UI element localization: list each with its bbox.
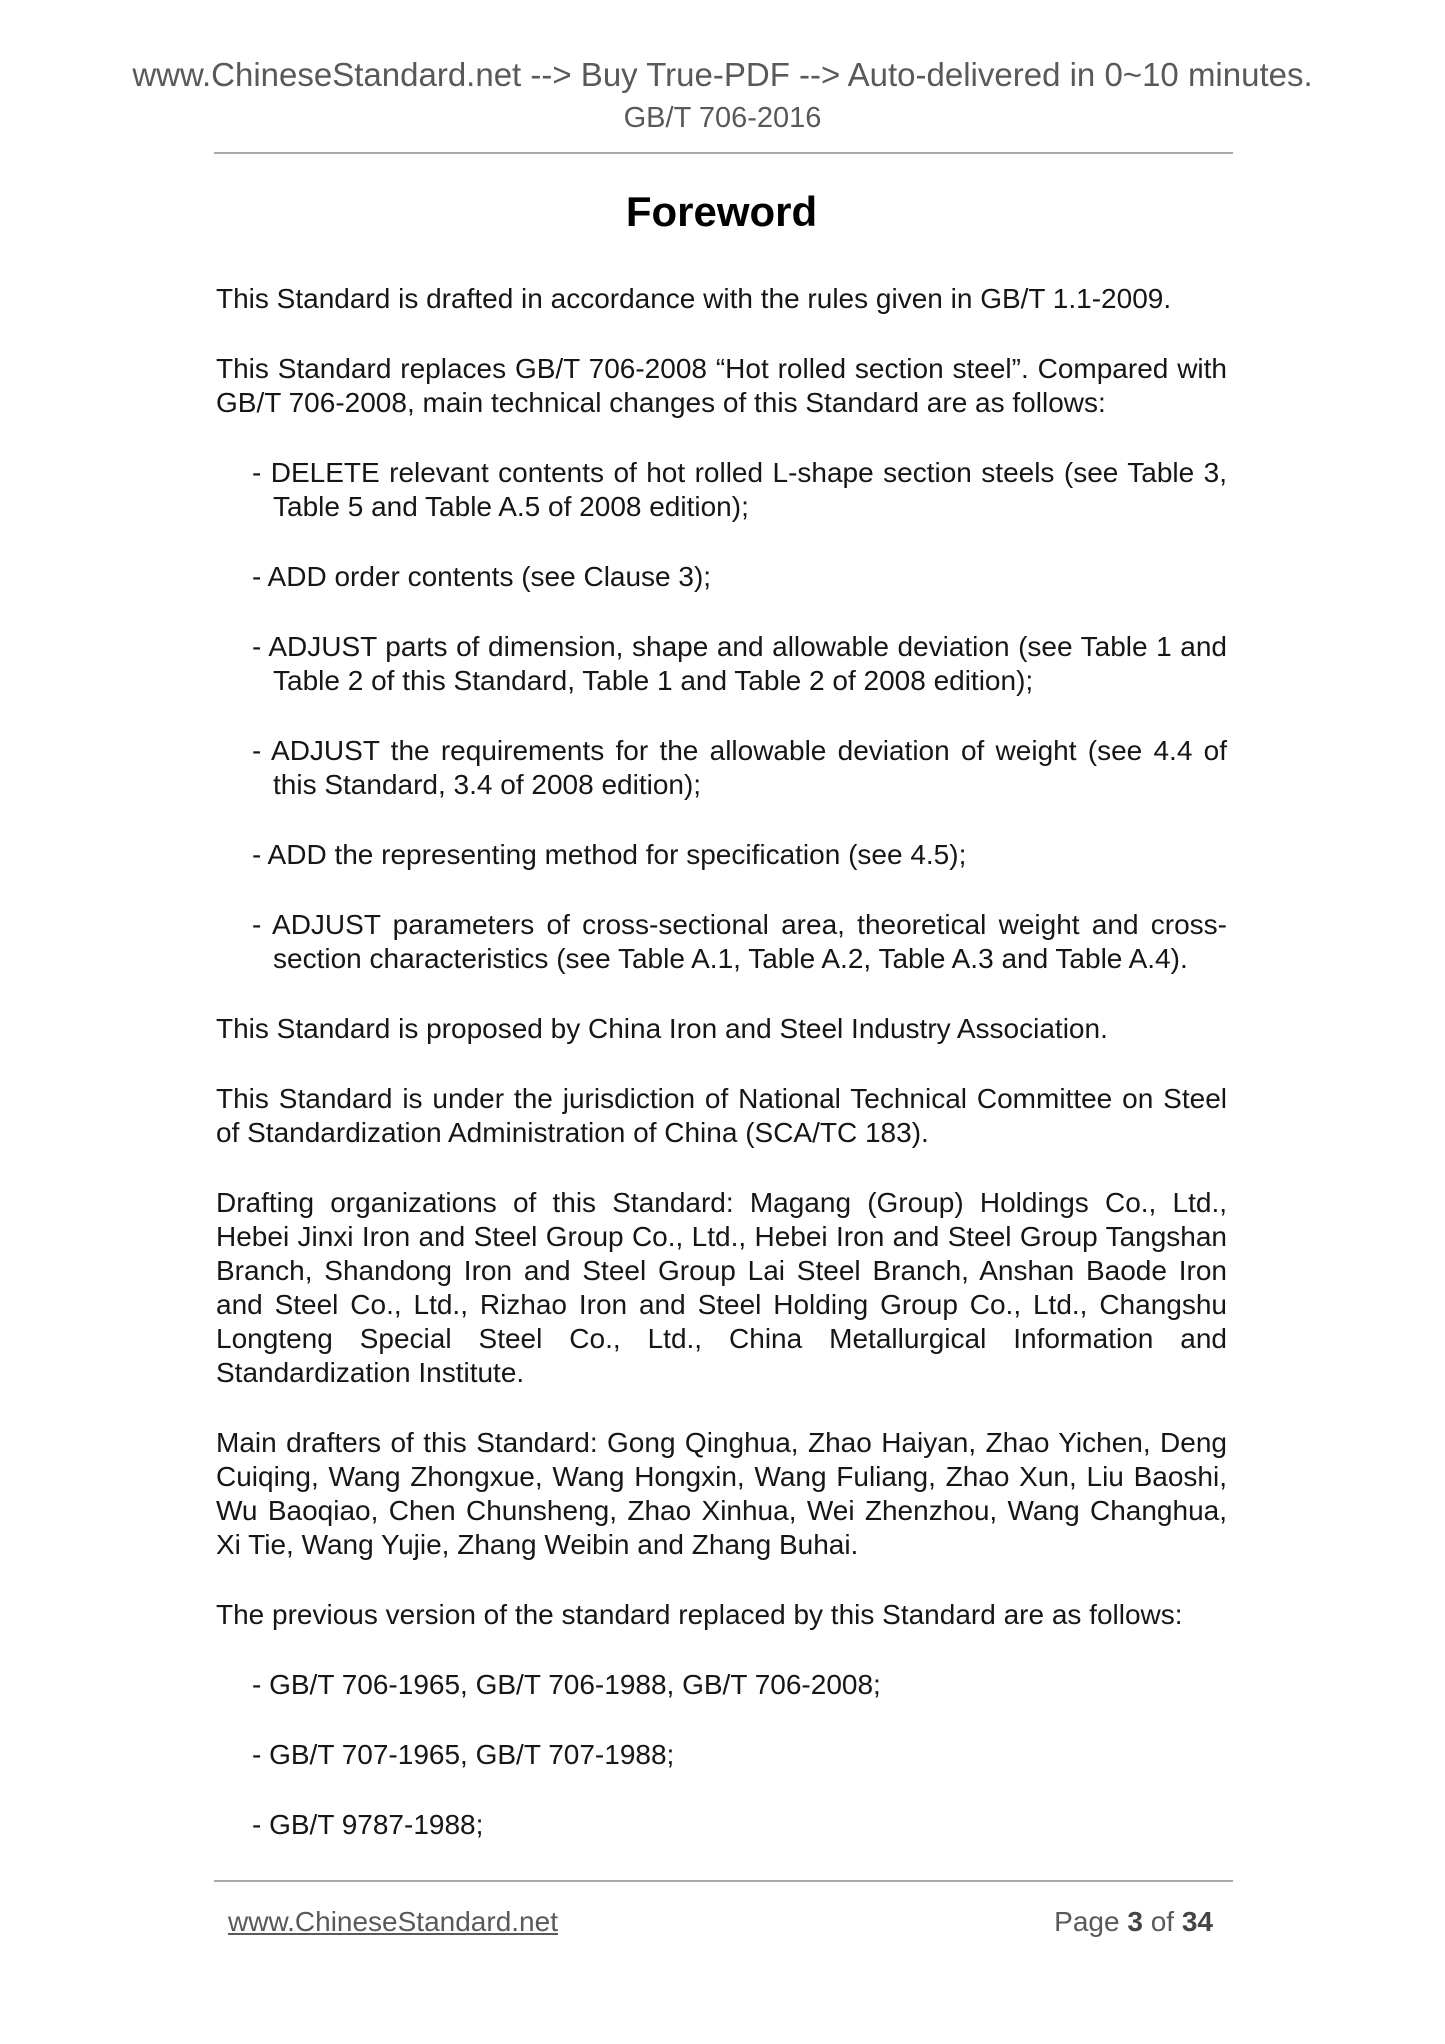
bullet-item: - ADD the representing method for specification (see 4.5); [252, 839, 967, 870]
header-standard-number: GB/T 706-2016 [623, 102, 822, 134]
bullet-item: - ADJUST parameters of cross-sectional area, theoretical weight and cross-section characteristics (see Table A.1, Table A.2, Table A.3 and Table A.4). [252, 909, 1227, 974]
footer-divider [214, 1880, 1233, 1882]
bullet-item: - ADJUST parts of dimension, shape and allowable deviation (see Table 1 and Table 2 of this Standard, Table 1 and Table 2 of 2008 edition); [252, 631, 1227, 696]
page-indicator [1054, 1905, 1213, 1939]
header-url-line: www.ChineseStandard.net --> Buy True-PDF --> Auto-delivered in 0~10 minutes. [132, 56, 1313, 93]
bullet-item: - ADJUST the requirements for the allowable deviation of weight (see 4.4 of this Standard, 3.4 of 2008 edition); [252, 735, 1227, 800]
paragraph: The previous version of the standard replaced by this Standard are as follows: [216, 1599, 1183, 1630]
paragraph: Drafting organizations of this Standard: Magang (Group) Holdings Co., Ltd., Hebei Jinxi Iron and Steel Group Co., Ltd., Hebei Iron and Steel Group Tangshan Branch, Shandong Iron and Steel Group Lai Steel Branch, Anshan Baode Iron and Steel Co., Ltd., Rizhao Iron and Steel Holding Group Co., Ltd., Changshu Longteng Special Steel Co., Ltd., China Metallurgical Information and Standardization Institute. [216, 1187, 1227, 1388]
paragraph: This Standard is proposed by China Iron and Steel Industry Association. [216, 1013, 1108, 1044]
bullet-item: - GB/T 9787-1988; [252, 1809, 484, 1840]
footer-site-link[interactable]: www.ChineseStandard.net [228, 1906, 558, 1937]
paragraph: Main drafters of this Standard: Gong Qinghua, Zhao Haiyan, Zhao Yichen, Deng Cuiqing, Wang Zhongxue, Wang Hongxin, Wang Fuliang, Zhao Xun, Liu Baoshi, Wu Baoqiao, Chen Chunsheng, Zhao Xinhua, Wei Zhenzhou, Wang Changhua, Xi Tie, Wang Yujie, Zhang Weibin and Zhang Buhai. [216, 1427, 1227, 1560]
bullet-item: - DELETE relevant contents of hot rolled L-shape section steels (see Table 3, Table 5 and Table A.5 of 2008 edition); [252, 457, 1227, 522]
paragraph: This Standard is under the jurisdiction of National Technical Committee on Steel of Standardization Administration of China (SCA/TC 183). [216, 1083, 1227, 1148]
page-indicator-prefix: Page [1054, 1906, 1120, 1937]
page-indicator-separator: of [1150, 1906, 1175, 1937]
paragraph: This Standard replaces GB/T 706-2008 “Hot rolled section steel”. Compared with GB/T 706-2008, main technical changes of this Standard are as follows: [216, 353, 1227, 418]
document-body [216, 282, 1227, 1878]
page-footer [228, 1905, 1213, 1939]
paragraph: This Standard is drafted in accordance with the rules given in GB/T 1.1-2009. [216, 283, 1172, 314]
page-title: Foreword [625, 188, 818, 235]
page-indicator-total: 34 [1181, 1906, 1213, 1937]
page-indicator-current: 3 [1127, 1906, 1143, 1937]
bullet-item: - GB/T 706-1965, GB/T 706-1988, GB/T 706-2008; [252, 1669, 881, 1700]
bullet-item: - GB/T 707-1965, GB/T 707-1988; [252, 1739, 675, 1770]
header-divider [214, 152, 1233, 154]
bullet-item: - ADD order contents (see Clause 3); [252, 561, 712, 592]
